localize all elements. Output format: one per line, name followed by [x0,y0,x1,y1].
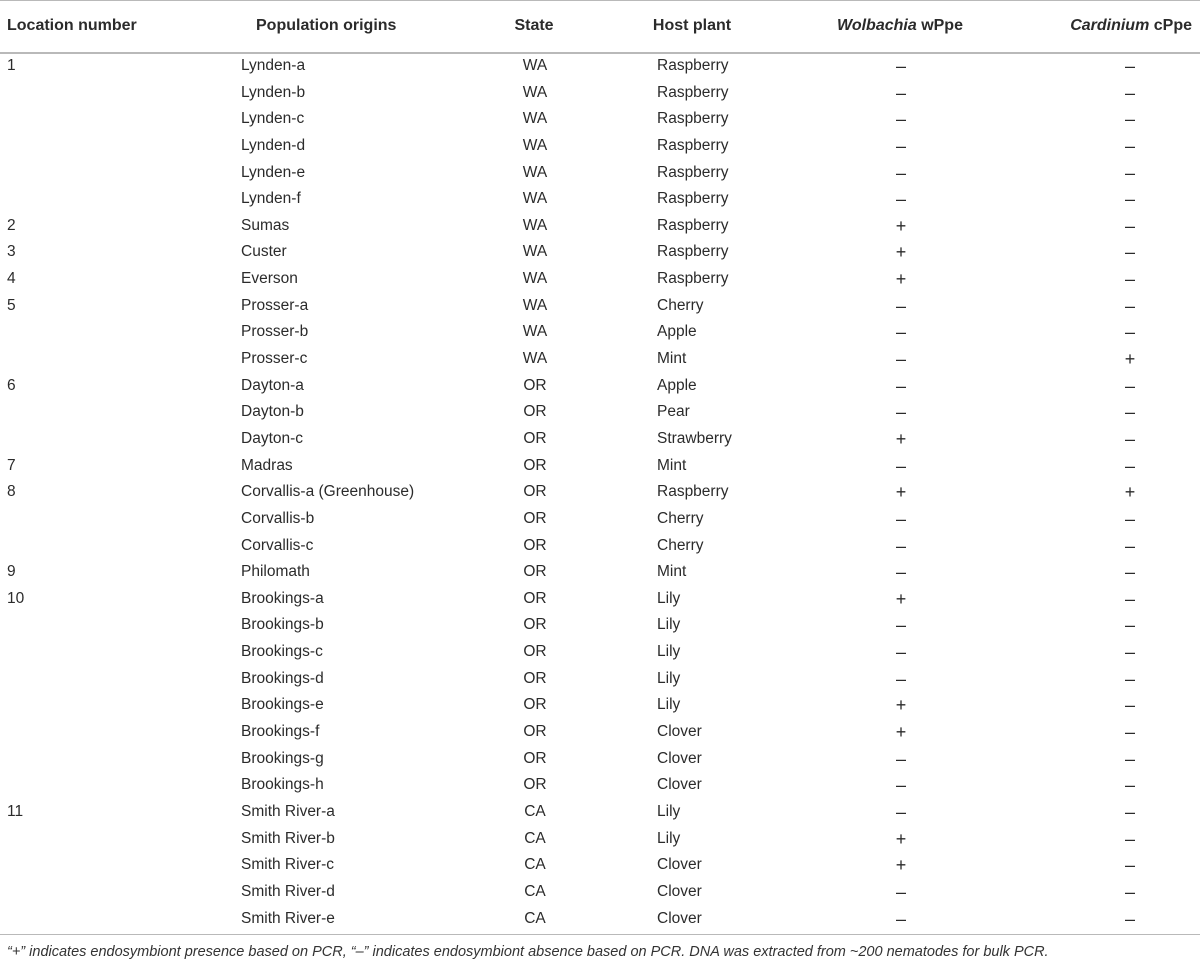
population-origin-cell: Brookings-g [241,749,324,767]
state-cell: OR [523,749,547,767]
table-row [0,692,1200,719]
state-cell: WA [522,323,548,341]
location-number-cell: 7 [7,456,16,474]
cardinium-result-cell: – [1124,562,1136,583]
host-plant-cell: Raspberry [657,83,729,101]
state-cell: WA [522,270,548,288]
location-number-cell: 1 [7,57,16,74]
population-origin-cell: Dayton-b [241,403,304,421]
host-plant-cell: Clover [657,882,702,900]
host-plant-cell: Raspberry [657,163,729,181]
wolbachia-result-cell: + [895,722,907,743]
cardinium-result-cell: – [1124,215,1136,236]
header-wolbachia [837,16,963,36]
cardinium-result-cell: – [1124,695,1136,716]
population-origin-cell: Brookings-h [241,776,324,794]
state-cell: CA [524,829,546,847]
host-plant-cell: Clover [657,723,702,741]
location-number-cell: 5 [7,296,16,314]
state-cell: OR [523,483,547,501]
population-origin-cell: Smith River-b [241,829,335,847]
population-origin-cell: Smith River-d [241,882,335,900]
host-plant-cell: Apple [657,376,697,394]
wolbachia-result-cell: – [895,82,907,103]
wolbachia-result-cell: + [895,828,907,849]
cardinium-result-cell: – [1124,775,1136,796]
wolbachia-result-cell: + [895,588,907,609]
wolbachia-result-cell: + [895,482,907,503]
table-row [0,799,1200,826]
state-cell: OR [523,723,547,741]
host-plant-cell: Clover [657,776,702,794]
population-origin-cell: Prosser-a [241,296,309,314]
state-cell: CA [524,882,546,900]
host-plant-cell: Cherry [657,536,704,554]
wolbachia-result-cell: + [895,215,907,236]
table-row [0,80,1200,107]
host-plant-cell: Lily [657,802,681,820]
location-number-cell: 6 [7,376,16,394]
table-row [0,586,1200,613]
wolbachia-result-cell: – [895,748,907,769]
location-number-cell: 9 [7,563,16,581]
state-cell: OR [523,456,547,474]
cardinium-result-cell: – [1124,588,1136,609]
wolbachia-result-cell: – [895,535,907,556]
wolbachia-result-cell: + [895,242,907,263]
host-plant-cell: Mint [657,350,687,368]
table-row [0,826,1200,853]
wolbachia-result-cell: – [895,189,907,210]
table-row [0,479,1200,506]
table-row [0,719,1200,746]
population-origin-cell: Brookings-c [241,643,323,661]
state-cell: OR [523,563,547,581]
wolbachia-result-cell: – [895,349,907,370]
cardinium-result-cell: – [1124,295,1136,316]
population-origin-cell: Lynden-a [241,57,306,74]
table-row [0,293,1200,320]
state-cell: OR [523,403,547,421]
table-row [0,533,1200,560]
host-plant-cell: Raspberry [657,57,729,74]
cardinium-result-cell: – [1124,242,1136,263]
state-cell: WA [522,110,548,128]
host-plant-cell: Raspberry [657,136,729,154]
table-row [0,186,1200,213]
cardinium-result-cell: – [1124,535,1136,556]
cardinium-result-cell: – [1124,82,1136,103]
table-row [0,559,1200,586]
population-origin-cell: Corvallis-a (Greenhouse) [241,483,415,501]
cardinium-result-cell: – [1124,748,1136,769]
location-number-cell: 11 [7,802,24,820]
wolbachia-result-cell: + [895,695,907,716]
population-origin-cell: Dayton-a [241,376,304,394]
table-row [0,746,1200,773]
wolbachia-result-cell: + [895,269,907,290]
table-row [0,506,1200,533]
header-host-plant: Host plant [652,17,732,34]
table-row [0,852,1200,879]
host-plant-cell: Raspberry [657,110,729,128]
wolbachia-result-cell: + [895,428,907,449]
host-plant-cell: Clover [657,909,702,927]
host-plant-cell: Raspberry [657,270,729,288]
cardinium-result-cell: – [1124,162,1136,183]
table-footnote: “+” indicates endosymbiont presence based on PCR, “–” indicates endosymbiont absence based on PCR. DNA was extracted from ~200 nematodes for bulk PCR. [7,944,1049,960]
host-plant-cell: Lily [657,829,681,847]
population-origin-cell: Dayton-c [241,429,304,447]
wolbachia-result-cell: + [895,855,907,876]
population-origin-cell: Brookings-a [241,589,324,607]
state-cell: OR [523,616,547,634]
wolbachia-result-cell: – [895,455,907,476]
host-plant-cell: Mint [657,563,687,581]
population-origin-cell: Smith River-a [241,802,335,820]
table-row [0,399,1200,426]
table-row [0,373,1200,400]
population-origin-cell: Corvallis-c [241,536,314,554]
state-cell: WA [522,296,548,314]
state-cell: CA [524,802,546,820]
location-number-cell: 10 [7,589,25,607]
table-row [0,319,1200,346]
wolbachia-result-cell: – [895,615,907,636]
population-origin-cell: Brookings-f [241,723,320,741]
host-plant-cell: Raspberry [657,190,729,208]
table-row [0,133,1200,160]
state-cell: WA [522,190,548,208]
state-cell: OR [523,669,547,687]
host-plant-cell: Lily [657,696,681,714]
wolbachia-result-cell: – [895,562,907,583]
host-plant-cell: Lily [657,589,681,607]
wolbachia-result-cell: – [895,775,907,796]
population-origin-cell: Everson [241,270,298,288]
population-origin-cell: Brookings-b [241,616,324,634]
population-origin-cell: Custer [241,243,287,261]
wolbachia-result-cell: – [895,668,907,689]
state-cell: OR [523,643,547,661]
cardinium-result-cell: – [1124,428,1136,449]
wolbachia-result-cell: – [895,402,907,423]
host-plant-cell: Raspberry [657,483,729,501]
wolbachia-result-cell: – [895,908,907,929]
state-cell: OR [523,376,547,394]
state-cell: WA [522,136,548,154]
cardinium-result-cell: – [1124,375,1136,396]
wolbachia-result-cell: – [895,295,907,316]
header-wolbachia-strain: wPpe [916,17,963,34]
population-origin-cell: Prosser-b [241,323,309,341]
state-cell: OR [523,696,547,714]
table-row [0,266,1200,293]
state-cell: WA [522,216,548,234]
table-top-rule [0,0,1200,1]
wolbachia-result-cell: – [895,508,907,529]
table-row [0,612,1200,639]
header-cardinium-genus: Cardinium [1070,17,1150,34]
population-origin-cell: Lynden-d [241,136,306,154]
host-plant-cell: Clover [657,856,702,874]
population-origin-cell: Corvallis-b [241,509,315,527]
table-row [0,772,1200,799]
population-origin-cell: Prosser-c [241,350,308,368]
host-plant-cell: Strawberry [657,429,732,447]
table-row [0,906,1200,933]
header-wolbachia-genus: Wolbachia [837,17,917,34]
host-plant-cell: Pear [657,403,690,421]
state-cell: OR [523,776,547,794]
location-number-cell: 8 [7,483,16,501]
cardinium-result-cell: – [1124,881,1136,902]
wolbachia-result-cell: – [895,109,907,130]
cardinium-result-cell: – [1124,801,1136,822]
cardinium-result-cell: – [1124,908,1136,929]
state-cell: WA [522,243,548,261]
cardinium-result-cell: – [1124,56,1136,76]
population-origin-cell: Lynden-f [241,190,301,208]
state-cell: OR [523,429,547,447]
table-bottom-rule [0,934,1200,935]
wolbachia-result-cell: – [895,322,907,343]
cardinium-result-cell: – [1124,828,1136,849]
population-origin-cell: Brookings-d [241,669,324,687]
header-population-origins: Population origins [256,17,397,34]
population-origin-cell: Sumas [241,216,290,234]
host-plant-cell: Raspberry [657,216,729,234]
cardinium-result-cell: + [1124,482,1136,503]
state-cell: WA [522,163,548,181]
cardinium-result-cell: – [1124,322,1136,343]
table-row [0,213,1200,240]
host-plant-cell: Cherry [657,296,704,314]
wolbachia-result-cell: – [895,162,907,183]
wolbachia-result-cell: – [895,881,907,902]
population-origin-cell: Lynden-c [241,110,305,128]
cardinium-result-cell: – [1124,855,1136,876]
state-cell: CA [524,909,546,927]
cardinium-result-cell: – [1124,508,1136,529]
host-plant-cell: Lily [657,643,681,661]
cardinium-result-cell: – [1124,722,1136,743]
host-plant-cell: Mint [657,456,687,474]
state-cell: OR [523,536,547,554]
cardinium-result-cell: – [1124,189,1136,210]
cardinium-result-cell: – [1124,109,1136,130]
state-cell: WA [522,83,548,101]
cardinium-result-cell: – [1124,668,1136,689]
population-origin-cell: Philomath [241,563,310,581]
state-cell: WA [522,57,548,74]
header-cardinium [1070,16,1192,36]
table-row [0,666,1200,693]
cardinium-result-cell: – [1124,642,1136,663]
population-origin-cell: Brookings-e [241,696,324,714]
wolbachia-result-cell: – [895,56,907,76]
table-row [0,879,1200,906]
host-plant-cell: Lily [657,616,681,634]
header-state: State [514,17,554,34]
table-row [0,106,1200,133]
table-row [0,239,1200,266]
wolbachia-result-cell: – [895,375,907,396]
population-origin-cell: Smith River-e [241,909,335,927]
state-cell: WA [522,350,548,368]
table-row [0,453,1200,480]
population-origin-cell: Smith River-c [241,856,335,874]
location-number-cell: 3 [7,243,16,261]
wolbachia-result-cell: – [895,642,907,663]
population-origin-cell: Madras [241,456,293,474]
cardinium-result-cell: – [1124,402,1136,423]
host-plant-cell: Raspberry [657,243,729,261]
table-row [0,53,1200,80]
table-row [0,346,1200,373]
header-cardinium-strain: cPpe [1149,17,1192,34]
location-number-cell: 2 [7,216,16,234]
cardinium-result-cell: – [1124,615,1136,636]
population-origin-cell: Lynden-b [241,83,306,101]
table-row [0,426,1200,453]
population-origin-cell: Lynden-e [241,163,306,181]
cardinium-result-cell: + [1124,349,1136,370]
state-cell: OR [523,509,547,527]
state-cell: OR [523,589,547,607]
wolbachia-result-cell: – [895,135,907,156]
table-row [0,639,1200,666]
cardinium-result-cell: – [1124,269,1136,290]
table-row [0,160,1200,187]
cardinium-result-cell: – [1124,455,1136,476]
host-plant-cell: Apple [657,323,697,341]
location-number-cell: 4 [7,270,16,288]
host-plant-cell: Clover [657,749,702,767]
state-cell: CA [524,856,546,874]
host-plant-cell: Lily [657,669,681,687]
cardinium-result-cell: – [1124,135,1136,156]
host-plant-cell: Cherry [657,509,704,527]
wolbachia-result-cell: – [895,801,907,822]
table-body [0,53,1200,932]
header-location-number: Location number [7,17,137,34]
